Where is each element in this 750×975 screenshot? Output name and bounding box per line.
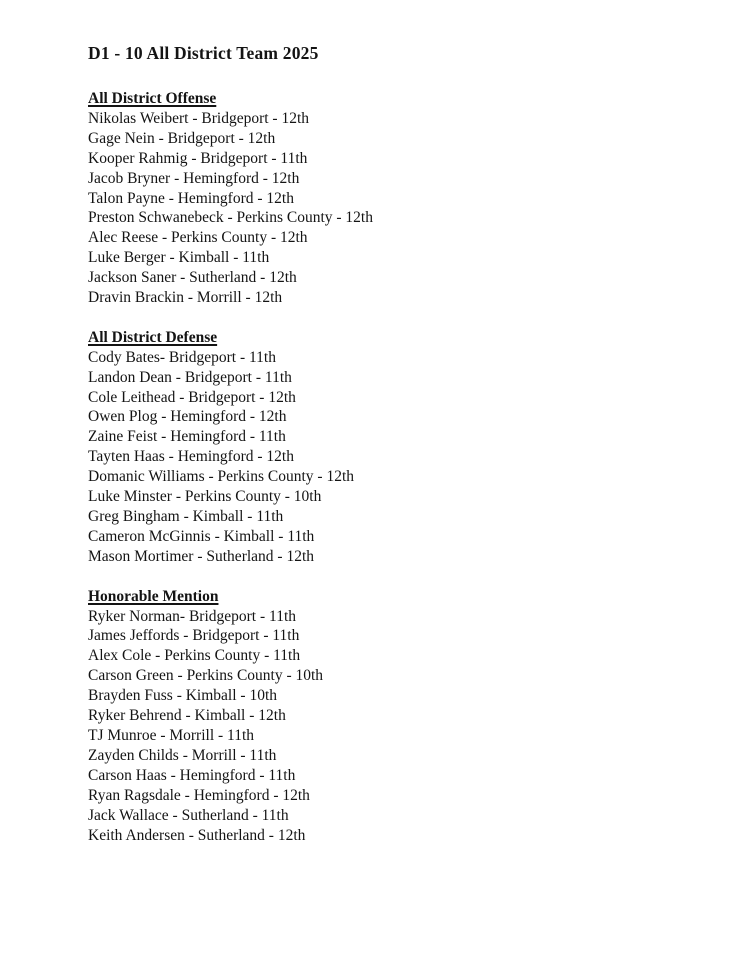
player-line: Brayden Fuss - Kimball - 10th	[88, 687, 277, 705]
player-line: Carson Green - Perkins County - 10th	[88, 667, 324, 685]
player-line: Ryker Norman- Bridgeport - 11th	[88, 607, 297, 625]
player-line: Keith Andersen - Sutherland - 12th	[88, 826, 306, 844]
player-line: Zaine Feist - Hemingford - 11th	[88, 428, 286, 446]
player-line: Owen Plog - Hemingford - 12th	[88, 408, 287, 426]
player-line: TJ Munroe - Morrill - 11th	[88, 726, 255, 744]
player-line: Greg Bingham - Kimball - 11th	[88, 508, 284, 526]
player-line: Gage Nein - Bridgeport - 12th	[88, 129, 276, 147]
section-heading: All District Defense	[88, 328, 218, 346]
player-line: Dravin Brackin - Morrill - 12th	[88, 289, 283, 307]
player-line: Nikolas Weibert - Bridgeport - 12th	[88, 109, 310, 127]
player-line: Landon Dean - Bridgeport - 11th	[88, 368, 292, 386]
player-line: Jacob Bryner - Hemingford - 12th	[88, 169, 300, 187]
roster-section	[88, 328, 710, 567]
player-line: Alec Reese - Perkins County - 12th	[88, 229, 308, 247]
player-line: Ryker Behrend - Kimball - 12th	[88, 707, 286, 725]
player-line: Zayden Childs - Morrill - 11th	[88, 746, 277, 764]
player-line: Tayten Haas - Hemingford - 12th	[88, 448, 294, 466]
player-line: Luke Minster - Perkins County - 10th	[88, 488, 322, 506]
player-line: Carson Haas - Hemingford - 11th	[88, 766, 296, 784]
player-line: Mason Mortimer - Sutherland - 12th	[88, 547, 315, 565]
roster-section	[88, 587, 710, 846]
roster-section	[88, 89, 710, 308]
player-line: Ryan Ragsdale - Hemingford - 12th	[88, 786, 310, 804]
section-heading: Honorable Mention	[88, 587, 219, 605]
player-line: Alex Cole - Perkins County - 11th	[88, 647, 301, 665]
section-heading: All District Offense	[88, 90, 217, 107]
player-line: Jackson Saner - Sutherland - 12th	[88, 269, 297, 287]
document-content	[88, 40, 710, 865]
player-line: Kooper Rahmig - Bridgeport - 11th	[88, 149, 308, 167]
player-line: Jack Wallace - Sutherland - 11th	[88, 806, 289, 824]
player-line: James Jeffords - Bridgeport - 11th	[88, 627, 300, 645]
document-title: D1 - 10 All District Team 2025	[88, 43, 319, 63]
player-line: Cameron McGinnis - Kimball - 11th	[88, 527, 315, 545]
player-line: Talon Payne - Hemingford - 12th	[88, 189, 294, 207]
player-line: Luke Berger - Kimball - 11th	[88, 249, 270, 267]
player-line: Cody Bates- Bridgeport - 11th	[88, 348, 276, 366]
sections-container	[88, 89, 710, 845]
player-line: Preston Schwanebeck - Perkins County - 12th	[88, 209, 373, 227]
player-line: Domanic Williams - Perkins County - 12th	[88, 468, 355, 486]
player-line: Cole Leithead - Bridgeport - 12th	[88, 388, 296, 406]
